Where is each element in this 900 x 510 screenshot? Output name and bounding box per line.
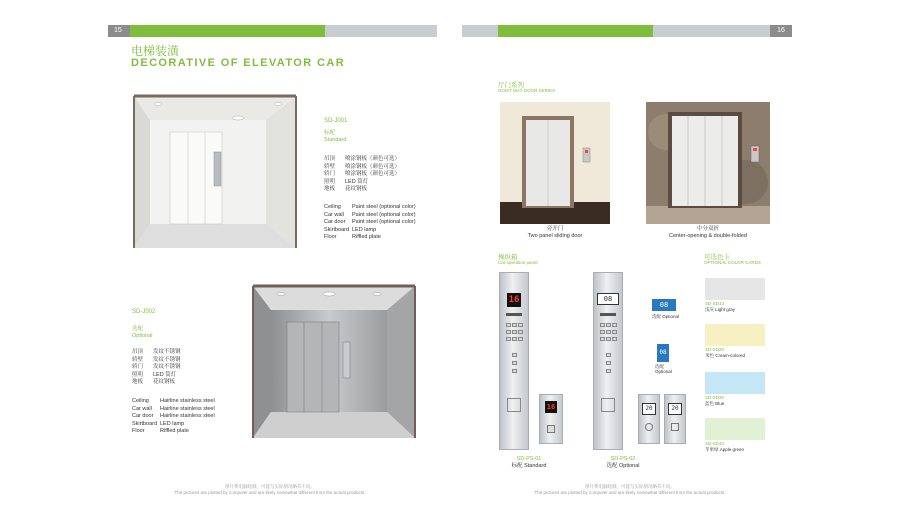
- color-label-3: SD-SD30 蓝色 Blue: [705, 395, 725, 406]
- footer-note-right: 图片系电脑绘制，可能与实际情况略有不同。 The pictures are plotted by computer and are likely somewhat different from the actual products.: [534, 484, 726, 495]
- hall-indicator-standard: 16: [539, 394, 563, 444]
- door-image-center-opening: [646, 102, 770, 224]
- hall-indicator-optional-a: 20: [638, 394, 660, 444]
- color-swatch-light-gray: [705, 278, 765, 300]
- car-operation-panel-standard: [499, 272, 529, 450]
- header-bar-accent-left: [130, 25, 325, 37]
- color-swatch-apple-green: [705, 418, 765, 440]
- model-grade-cn-1: 标配: [324, 130, 336, 136]
- page-number-right: 16: [770, 25, 792, 37]
- cop-caption-1: SD-PS-01 标配 Standard: [511, 456, 547, 469]
- color-swatch-blue: [705, 372, 765, 394]
- door-caption-2: 中分双折 Center-opening & double-folded: [669, 226, 747, 239]
- page-title-cn: 电梯装潢: [131, 44, 180, 58]
- cop-title-en: Car operation panel: [498, 260, 538, 265]
- color-swatch-cream: [705, 324, 765, 346]
- door-image-two-panel: [500, 102, 610, 224]
- hoistway-title-en: HOIST WAY DOOR SERIES: [498, 88, 556, 93]
- color-label-4: SD-SD40 苹果绿 Apple green: [705, 441, 745, 452]
- footer-note-left: 图片系电脑绘制，可能与实际情况略有不同。 The pictures are plotted by computer and are likely somewhat different from the actual products.: [174, 484, 366, 495]
- color-label-2: SD-SD20 米色 Cream-colored: [705, 347, 746, 358]
- page-number-left: 15: [108, 25, 130, 37]
- door-caption-1: 旁开门 Two panel sliding door: [527, 226, 583, 239]
- hall-indicator-optional-b: 20: [664, 394, 686, 444]
- model-code-1: SD-J001: [324, 118, 348, 124]
- header-bar-accent-right: [498, 25, 653, 37]
- floor-display: 16: [508, 295, 520, 305]
- header-bar-left: [325, 25, 437, 37]
- car-operation-panel-optional: 08: [593, 272, 623, 450]
- color-cards-title-en: OPTIONAL COLOR CARDS: [704, 260, 761, 265]
- header-bar-right-b: [653, 25, 770, 37]
- model-grade-en-2: Optional: [132, 333, 153, 339]
- header-bar-right-a: [462, 25, 498, 37]
- elevator-car-image-optional: [247, 280, 423, 445]
- spec-list-cn-1: 吊顶 喷涂钢板（颜色可选） 轿壁 喷涂钢板（颜色可选） 轿门 喷涂钢板（颜色可选） 照明 LED 筒灯 地板 花纹钢板: [324, 156, 401, 192]
- model-code-2: SD-J002: [132, 309, 156, 315]
- spec-list-en-2: Ceiling Hairline stainless steel Car wall Hairline stainless steel Car door Hairline stainless steel Skirtboard LED lamp Floor Riffled plate: [132, 398, 215, 434]
- optional-hall-display-callout: 08: [657, 344, 669, 362]
- cop-title-cn: 操纵箱: [498, 253, 518, 261]
- elevator-car-image-standard: [128, 92, 303, 257]
- model-grade-en-1: Standard: [324, 137, 347, 143]
- spec-list-en-1: Ceiling Paint steel (optional color) Car wall Paint steel (optional color) Car door Paint steel (optional color) Skirtboard LED lamp Floor Riffled plate: [324, 204, 416, 240]
- color-label-1: SD-SD10 浅灰 Light gray: [705, 301, 736, 312]
- page-title-en: DECORATIVE OF ELEVATOR CAR: [131, 57, 346, 69]
- cop-caption-2: SD-PS-02 选配 Optional: [606, 456, 640, 469]
- color-cards-title-cn: 可选色卡: [704, 253, 730, 261]
- hoistway-title-cn: 厅门系列: [498, 81, 524, 89]
- spec-list-cn-2: 吊顶 发纹不锈钢 轿壁 发纹不锈钢 轿门 发纹不锈钢 照明 LED 筒灯 地板 花纹钢板: [132, 349, 181, 385]
- optional-display-callout: 08: [652, 299, 676, 311]
- model-grade-cn-2: 选配: [132, 326, 144, 332]
- optional-hall-display-label: 选配 Optional: [655, 364, 672, 374]
- optional-display-label: 选配 Optional: [652, 314, 680, 319]
